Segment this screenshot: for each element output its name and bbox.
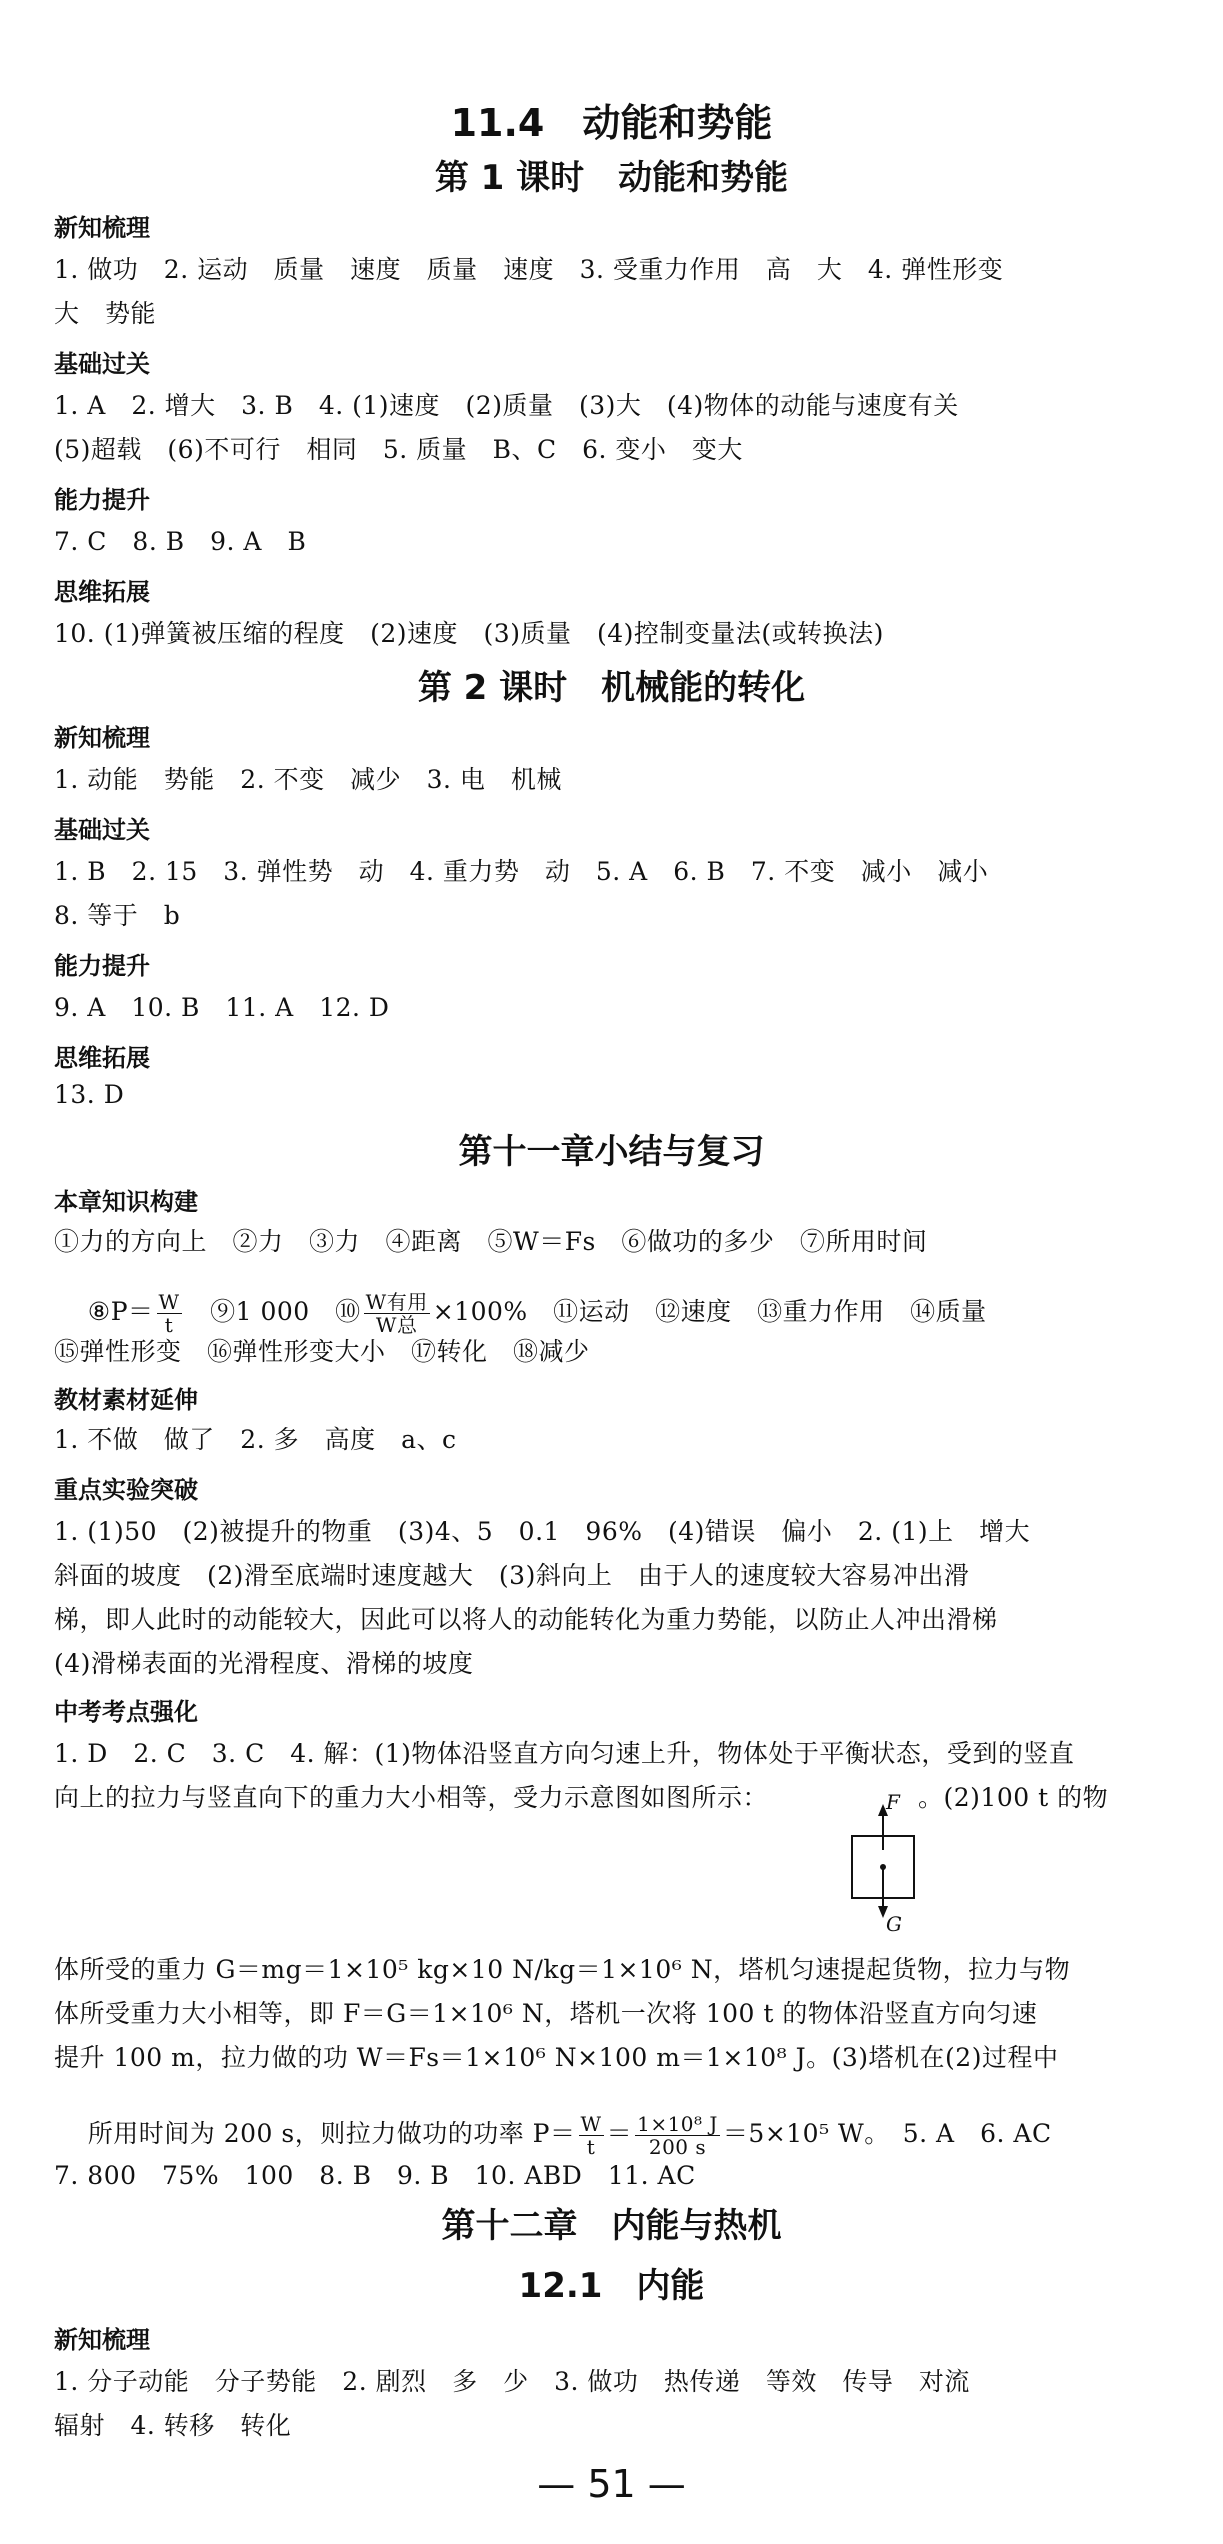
fraction-w-over-t: [579, 2113, 604, 2158]
answer-line: 向上的拉力与竖直向下的重力大小相等，受力示意图如图所示：: [54, 1783, 769, 1812]
fraction-numerator: 1×10⁸ J: [637, 2112, 718, 2136]
heading-experiment: 重点实验突破: [54, 1476, 198, 1504]
heading-ability: 能力提升: [54, 486, 150, 514]
section-title-11-4: 11.4 动能和势能: [450, 101, 773, 145]
answer-line: 1. A 2. 增大 3. B 4. (1)速度 (2)质量 (3)大 (4)物体的动能与速度有关: [54, 391, 959, 420]
heading-ability: 能力提升: [54, 952, 150, 980]
force-diagram: [848, 1800, 918, 1920]
lesson-1-title: 第 1 课时 动能和势能: [434, 158, 789, 198]
heading-new-knowledge: 新知梳理: [54, 2326, 150, 2354]
text-run: ＝: [606, 2119, 633, 2148]
heading-thinking: 思维拓展: [54, 1044, 150, 1072]
section-title-12-1: 12.1 内能: [518, 2266, 705, 2306]
text-run: ⑨1 000 ⑩: [184, 1297, 361, 1326]
fraction-power-calc: [635, 2113, 720, 2158]
heading-material: 教材素材延伸: [54, 1386, 198, 1414]
answer-line: ⑮弹性形变 ⑯弹性形变大小 ⑰转化 ⑱减少: [54, 1337, 590, 1366]
answer-line: 辐射 4. 转移 转化: [54, 2411, 292, 2440]
answer-line: 7. 800 75% 100 8. B 9. B 10. ABD 11. AC: [54, 2161, 696, 2190]
answer-line: 1. 动能 势能 2. 不变 减少 3. 电 机械: [54, 765, 562, 794]
text-run: ＝5×10⁵ W。 5. A 6. AC: [722, 2119, 1052, 2148]
answer-line: 1. B 2. 15 3. 弹性势 动 4. 重力势 动 5. A 6. B 7. 不变 减小 减小: [54, 857, 989, 886]
page-number: — 51 —: [537, 2462, 686, 2506]
answer-line: 13. D: [54, 1080, 125, 1109]
lesson-2-title: 第 2 课时 机械能的转化: [417, 668, 806, 708]
answer-line: 10. (1)弹簧被压缩的程度 (2)速度 (3)质量 (4)控制变量法(或转换法): [54, 619, 884, 648]
fraction-numerator: W: [580, 2112, 602, 2136]
answer-line: 斜面的坡度 (2)滑至底端时速度越大 (3)斜向上 由于人的速度较大容易冲出滑: [54, 1561, 970, 1590]
answer-line: (5)超载 (6)不可行 相同 5. 质量 B、C 6. 变小 变大: [54, 435, 743, 464]
answer-line: 大 势能: [54, 299, 157, 328]
force-label-f: F: [886, 1790, 900, 1814]
heading-basic: 基础过关: [54, 816, 150, 844]
heading-thinking: 思维拓展: [54, 578, 150, 606]
fraction-w-over-t: [157, 1291, 182, 1336]
answer-line: 8. 等于 b: [54, 901, 181, 930]
fraction-denominator: 200 s: [648, 2135, 707, 2159]
answer-line: 1. 分子动能 分子势能 2. 剧烈 多 少 3. 做功 热传递 等效 传导 对流: [54, 2367, 970, 2396]
fraction-denominator: W总: [375, 1313, 418, 1337]
answer-line: 1. 做功 2. 运动 质量 速度 质量 速度 3. 受重力作用 高 大 4. 弹性形变: [54, 255, 1004, 284]
text-run: 所用时间为 200 s，则拉力做功的功率 P＝: [87, 2119, 576, 2148]
fraction-numerator: W有用: [365, 1290, 428, 1314]
answer-line: 1. D 2. C 3. C 4. 解：(1)物体沿竖直方向匀速上升，物体处于平衡状态，受到的竖直: [54, 1739, 1075, 1768]
fraction-denominator: t: [586, 2135, 596, 2159]
answer-line: 。(2)100 t 的物: [918, 1783, 1109, 1812]
answer-line: 体所受重力大小相等，即 F＝G＝1×10⁶ N，塔机一次将 100 t 的物体沿竖直方向匀速: [54, 1999, 1038, 2028]
answer-line: (4)滑梯表面的光滑程度、滑梯的坡度: [54, 1649, 474, 1678]
heading-new-knowledge: 新知梳理: [54, 214, 150, 242]
answer-line: 提升 100 m，拉力做的功 W＝Fs＝1×10⁶ N×100 m＝1×10⁸ J。(3)塔机在(2)过程中: [54, 2043, 1059, 2072]
heading-new-knowledge: 新知梳理: [54, 724, 150, 752]
text-run: ⑧P＝: [87, 1297, 154, 1326]
answer-line: 1. (1)50 (2)被提升的物重 (3)4、5 0.1 96% (4)错误 偏小 2. (1)上 增大: [54, 1517, 1031, 1546]
heading-knowledge-build: 本章知识构建: [54, 1188, 198, 1216]
text-run: ×100% ⑪运动 ⑫速度 ⑬重力作用 ⑭质量: [432, 1297, 987, 1326]
answer-line-with-fractions: [54, 2084, 1052, 2159]
answer-line: 9. A 10. B 11. A 12. D: [54, 993, 390, 1022]
answer-line: ①力的方向上 ②力 ③力 ④距离 ⑤W＝Fs ⑥做功的多少 ⑦所用时间: [54, 1227, 928, 1256]
answer-line-with-fractions: [54, 1262, 987, 1337]
heading-exam: 中考考点强化: [54, 1698, 198, 1726]
chapter-12-title: 第十二章 内能与热机: [441, 2206, 782, 2246]
fraction-denominator: t: [164, 1313, 174, 1337]
fraction-numerator: W: [158, 1290, 180, 1314]
answer-line: 7. C 8. B 9. A B: [54, 527, 307, 556]
fraction-efficiency: [364, 1291, 430, 1336]
answer-line: 体所受的重力 G＝mg＝1×10⁵ kg×10 N/kg＝1×10⁶ N，塔机匀速提起货物，拉力与物: [54, 1955, 1071, 1984]
answer-line: 梯，即人此时的动能较大，因此可以将人的动能转化为重力势能，以防止人冲出滑梯: [54, 1605, 998, 1634]
chapter-11-review-title: 第十一章小结与复习: [458, 1132, 765, 1172]
answer-line: 1. 不做 做了 2. 多 高度 a、c: [54, 1425, 457, 1454]
force-label-g: G: [886, 1912, 902, 1936]
heading-basic: 基础过关: [54, 350, 150, 378]
